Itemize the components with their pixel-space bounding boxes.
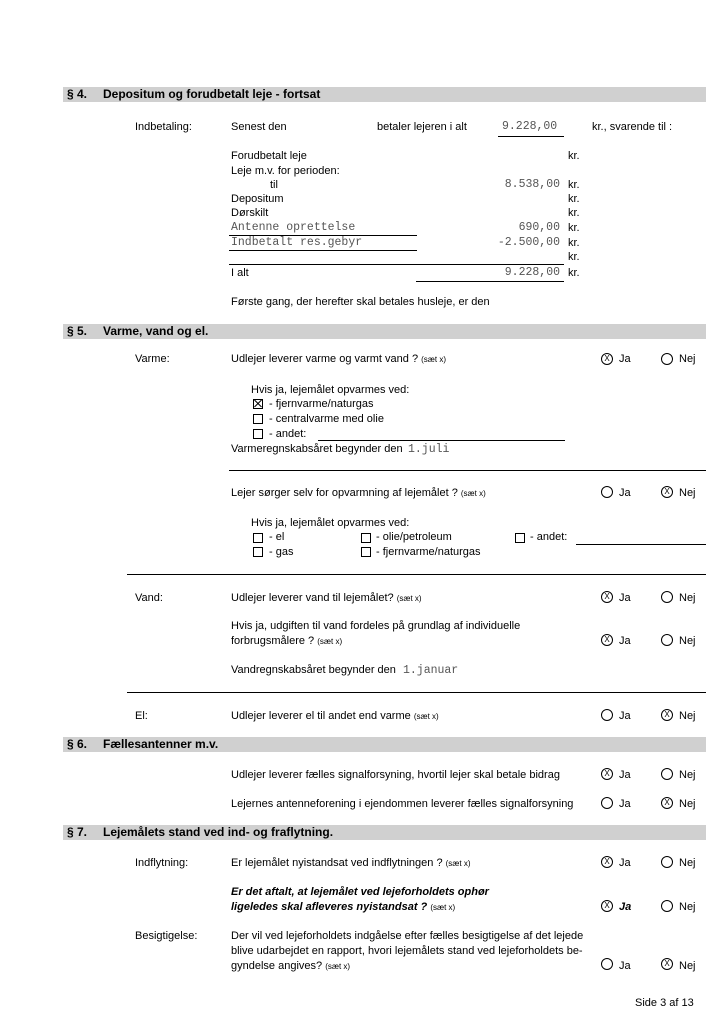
- hvis-ja-text: Hvis ja, lejemålet opvarmes ved:: [251, 384, 410, 396]
- nej-label: Nej: [679, 901, 696, 913]
- fjernvarme2-checkbox[interactable]: [361, 547, 371, 557]
- ja-radio[interactable]: [601, 486, 613, 498]
- kr-svarende-label: kr., svarende til :: [592, 121, 673, 133]
- row-value: 690,00: [518, 221, 560, 234]
- ja-label: Ja: [619, 769, 631, 781]
- question-text: Udlejer leverer vand til lejemålet? (sæt x): [231, 592, 422, 604]
- question-text: Er det aftalt, at lejemålet ved lejeforholdets ophør: [231, 886, 489, 898]
- centralvarme-checkbox[interactable]: [253, 414, 263, 424]
- nej-label: Nej: [679, 769, 696, 781]
- question-text: Hvis ja, udgiften til vand fordeles på grundlag af individuelle: [231, 620, 521, 632]
- varmeregnskab-value: 1.juli: [408, 443, 450, 456]
- besigtigelse-label: Besigtigelse:: [135, 930, 198, 942]
- section-7-header: [63, 825, 706, 840]
- section-number: § 7.: [67, 825, 88, 839]
- row-label: til: [270, 179, 278, 191]
- row-unit: kr.: [568, 179, 580, 191]
- total-unit: kr.: [568, 267, 580, 279]
- option-label: - fjernvarme/naturgas: [376, 546, 481, 558]
- section-number: § 4.: [67, 87, 88, 101]
- row-label: Leje m.v. for perioden:: [231, 165, 340, 177]
- row-label: Forudbetalt leje: [231, 150, 307, 162]
- ja-label: Ja: [619, 857, 631, 869]
- question-text: gyndelse angives? (sæt x): [231, 960, 351, 972]
- nej-radio[interactable]: X: [661, 797, 673, 809]
- nej-radio[interactable]: [661, 591, 673, 603]
- option-label: - olie/petroleum: [376, 531, 452, 543]
- ja-radio[interactable]: X: [601, 353, 613, 365]
- row-label: Dørskilt: [231, 207, 269, 219]
- andet-checkbox[interactable]: [253, 429, 263, 439]
- question-text: ligeledes skal afleveres nyistandsat ? (sæt x): [231, 901, 456, 913]
- vand-label: Vand:: [135, 592, 163, 604]
- page-number: Side 3 af 13: [635, 997, 694, 1009]
- ja-label: Ja: [619, 901, 632, 913]
- question-text: Udlejer leverer varme og varmt vand ? (sæt x): [231, 353, 447, 365]
- option-label: - gas: [269, 546, 294, 558]
- ja-label: Ja: [619, 487, 631, 499]
- ja-radio[interactable]: X: [601, 768, 613, 780]
- indbetaling-label: Indbetaling:: [135, 121, 192, 133]
- section-title: Fællesantenner m.v.: [103, 737, 219, 751]
- nej-label: Nej: [679, 960, 696, 972]
- nej-radio[interactable]: [661, 856, 673, 868]
- nej-radio[interactable]: [661, 353, 673, 365]
- option-label: - centralvarme med olie: [269, 413, 384, 425]
- nej-radio[interactable]: X: [661, 709, 673, 721]
- forste-gang-text: Første gang, der herefter skal betales husleje, er den: [231, 296, 490, 308]
- ja-label: Ja: [619, 710, 631, 722]
- question-text: Der vil ved lejeforholdets indgåelse efter fælles besigtigelse af det lejede: [231, 930, 584, 942]
- section-6-header: [63, 737, 706, 752]
- row-unit: kr.: [568, 237, 580, 249]
- nej-radio[interactable]: X: [661, 958, 673, 970]
- ja-radio[interactable]: X: [601, 900, 613, 912]
- ja-label: Ja: [619, 353, 631, 365]
- vandregnskab-value: 1.januar: [403, 664, 459, 677]
- nej-label: Nej: [679, 487, 696, 499]
- olie-checkbox[interactable]: [361, 533, 371, 543]
- nej-label: Nej: [679, 353, 696, 365]
- option-label: - fjernvarme/naturgas: [269, 398, 374, 410]
- ja-radio[interactable]: X: [601, 634, 613, 646]
- option-label: - andet:: [530, 531, 568, 543]
- indflytning-label: Indflytning:: [135, 857, 189, 869]
- ja-radio[interactable]: [601, 709, 613, 721]
- ja-radio[interactable]: [601, 797, 613, 809]
- row-unit: kr.: [568, 150, 580, 162]
- option-label: - el: [269, 531, 285, 543]
- el-checkbox[interactable]: [253, 533, 263, 543]
- row-unit: kr.: [568, 193, 580, 205]
- row-unit: kr.: [568, 207, 580, 219]
- varme-label: Varme:: [135, 353, 170, 365]
- ja-label: Ja: [619, 635, 631, 647]
- section-title: Varme, vand og el.: [103, 324, 209, 338]
- total-bottom-value: 9.228,00: [504, 266, 560, 279]
- nej-radio[interactable]: [661, 768, 673, 780]
- nej-radio[interactable]: [661, 900, 673, 912]
- question-text: blive udarbejdet en rapport, hvori lejemålets stand ved lejeforholdets be-: [231, 945, 583, 957]
- nej-label: Nej: [679, 710, 696, 722]
- i-alt-label: I alt: [231, 267, 249, 279]
- total-top-value: 9.228,00: [502, 120, 558, 133]
- ja-label: Ja: [619, 592, 631, 604]
- nej-radio[interactable]: [661, 634, 673, 646]
- section-5-header: [63, 324, 706, 339]
- question-text: Lejernes antenneforening i ejendommen leverer fælles signalforsyning: [231, 798, 574, 810]
- row-label: Depositum: [231, 193, 284, 205]
- row-value: -2.500,00: [497, 236, 560, 249]
- row-label: Antenne oprettelse: [231, 221, 356, 234]
- question-text: Lejer sørger selv for opvarmning af lejemålet ? (sæt x): [231, 487, 486, 499]
- row-unit: kr.: [568, 222, 580, 234]
- section-title: Lejemålets stand ved ind- og fraflytning.: [103, 825, 334, 839]
- ja-radio[interactable]: X: [601, 591, 613, 603]
- andet2-checkbox[interactable]: [515, 533, 525, 543]
- section-number: § 6.: [67, 737, 88, 751]
- section-title: Depositum og forudbetalt leje - fortsat: [103, 87, 321, 101]
- nej-radio[interactable]: X: [661, 486, 673, 498]
- section-4-header: [63, 87, 706, 102]
- vandregnskab-text: Vandregnskabsåret begynder den: [231, 664, 396, 676]
- senest-den-label: Senest den: [231, 121, 287, 133]
- ja-radio[interactable]: [601, 958, 613, 970]
- ja-label: Ja: [619, 960, 631, 972]
- question-text: Udlejer leverer fælles signalforsyning, hvortil lejer skal betale bidrag: [231, 769, 560, 781]
- question-text: forbrugsmålere ? (sæt x): [231, 635, 343, 647]
- gas-checkbox[interactable]: [253, 547, 263, 557]
- betaler-lejeren-label: betaler lejeren i alt: [377, 121, 467, 133]
- fjernvarme-checkbox[interactable]: [253, 399, 263, 409]
- ja-label: Ja: [619, 798, 631, 810]
- nej-label: Nej: [679, 798, 696, 810]
- option-label: - andet:: [269, 428, 307, 440]
- row-label: Indbetalt res.gebyr: [231, 236, 363, 249]
- nej-label: Nej: [679, 857, 696, 869]
- question-text: Udlejer leverer el til andet end varme (sæt x): [231, 710, 439, 722]
- nej-label: Nej: [679, 592, 696, 604]
- row-unit: kr.: [568, 251, 580, 263]
- nej-label: Nej: [679, 635, 696, 647]
- hvis-ja-text: Hvis ja, lejemålet opvarmes ved:: [251, 517, 410, 529]
- section-number: § 5.: [67, 324, 88, 338]
- ja-radio[interactable]: X: [601, 856, 613, 868]
- row-value: 8.538,00: [504, 178, 560, 191]
- varmeregnskab-text: Varmeregnskabsåret begynder den: [231, 443, 403, 455]
- question-text: Er lejemålet nyistandsat ved indflytningen ? (sæt x): [231, 857, 471, 869]
- el-label: El:: [135, 710, 148, 722]
